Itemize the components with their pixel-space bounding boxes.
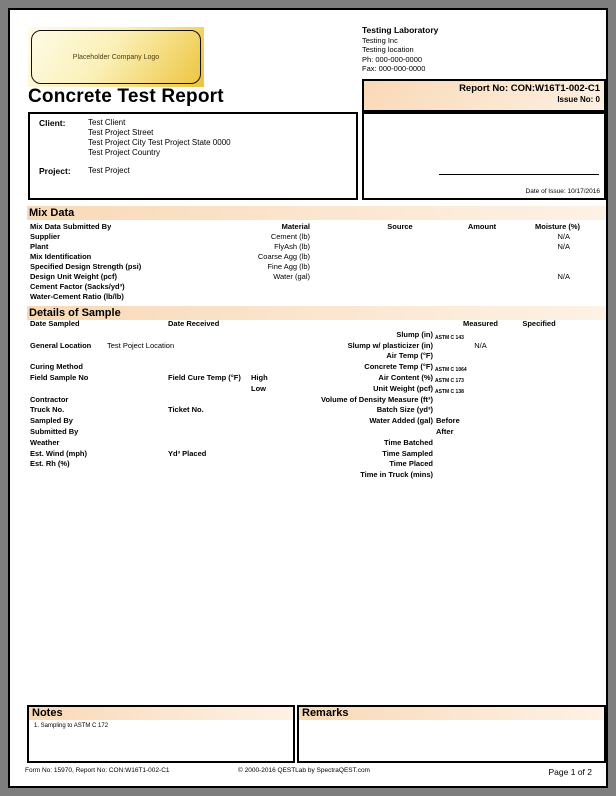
report-number: Report No: CON:W16T1-002-C1 (459, 83, 600, 94)
remarks-box (297, 705, 606, 763)
lab-name: Testing Laboratory (362, 25, 439, 35)
lab-info-block (362, 26, 562, 74)
notes-content: 1. Sampling to ASTM C 172 (34, 723, 109, 729)
detail-right-label: Water Added (gal) (369, 416, 433, 426)
mix-row (10, 222, 606, 232)
client-project-box (28, 112, 358, 200)
project-value: Test Project (88, 166, 130, 175)
detail-mid-label: Yd³ Placed (168, 448, 207, 458)
detail-left-label: Est. Rh (%) (30, 459, 70, 469)
detail-mid-label: Field Cure Temp (°F) (168, 372, 241, 382)
mix-row (10, 262, 606, 272)
mix-row (10, 232, 606, 242)
detail-right-label: Time Batched (383, 437, 433, 447)
detail-row (10, 427, 606, 438)
mix-row (10, 282, 606, 292)
detail-row (10, 438, 606, 449)
mix-left-label: Design Unit Weight (pcf) (30, 272, 117, 281)
detail-right-label: Air Content (%) (378, 372, 433, 382)
detail-left-label: Submitted By (30, 426, 79, 436)
signature-box (362, 112, 606, 200)
lab-phone: Ph: 000-000-0000 (362, 54, 423, 64)
footer-form-info: Form No: 15970, Report No: CON:W16T1-002-C1 (25, 767, 170, 774)
detail-row (10, 416, 606, 427)
mix-left-label: Mix Data Submitted By (30, 222, 112, 231)
moisture-value: N/A (557, 272, 570, 281)
issue-number: Issue No: 0 (557, 95, 600, 104)
detail-left-value: Test Poject Location (107, 340, 175, 350)
detail-left-label: Weather (30, 437, 60, 447)
detail-right-label: Slump (in) (396, 329, 433, 339)
notes-header: Notes (29, 707, 293, 720)
detail-row (10, 395, 606, 406)
company-logo-text: Placeholder Company Logo (72, 53, 160, 61)
material-name: Water (gal) (273, 272, 310, 281)
material-name: Coarse Agg (lb) (257, 252, 310, 261)
detail-right-qualifier: Before (436, 416, 460, 426)
detail-row (10, 459, 606, 470)
page-title: Concrete Test Report (28, 86, 224, 107)
detail-left-label: Date Sampled (30, 319, 80, 328)
column-header-amount: Amount (467, 222, 497, 231)
detail-row (10, 351, 606, 362)
measured-value: N/A (474, 340, 487, 350)
column-header-measured: Measured (462, 319, 498, 328)
detail-left-label: Est. Wind (mph) (30, 448, 88, 458)
lab-company: Testing Inc (362, 35, 398, 45)
lab-fax: Fax: 000-000-0000 (362, 64, 426, 73)
date-of-issue: Date of Issue: 10/17/2016 (525, 188, 600, 195)
detail-right-label: Unit Weight (pcf) (373, 383, 433, 393)
detail-right-label: Time in Truck (mins) (360, 470, 433, 480)
detail-row (10, 470, 606, 481)
footer-copyright: © 2000-2016 QESTLab by SpectraQEST.com (238, 767, 370, 774)
client-address (88, 118, 348, 158)
material-name: FlyAsh (lb) (274, 242, 310, 251)
project-label: Project: (39, 166, 71, 176)
mix-left-label: Specified Design Strength (psi) (30, 262, 142, 271)
detail-right-label: Time Sampled (382, 448, 433, 458)
detail-right-label: Air Temp (°F) (386, 351, 433, 361)
detail-right-label: Batch Size (yd³) (376, 405, 433, 415)
detail-row (10, 384, 606, 395)
detail-row (10, 373, 606, 384)
mix-left-label: Cement Factor (Sacks/yd³) (30, 282, 125, 291)
detail-left-label: General Location (30, 340, 92, 350)
astm-standard-ref: ASTM C 1064 (435, 367, 467, 374)
material-name: Fine Agg (lb) (267, 262, 310, 271)
detail-row (10, 362, 606, 373)
company-logo-border (31, 30, 201, 84)
notes-box (27, 705, 295, 763)
detail-left-label: Truck No. (30, 405, 65, 415)
detail-row (10, 341, 606, 352)
mix-left-label: Plant (30, 242, 49, 251)
company-logo-placeholder (28, 27, 204, 87)
column-header-source: Source (387, 222, 413, 231)
sample-details-grid (10, 319, 606, 481)
mix-row (10, 272, 606, 282)
client-label: Client: (39, 118, 66, 128)
detail-right-qualifier: After (436, 426, 454, 436)
detail-row (10, 405, 606, 416)
detail-left-label: Field Sample No (30, 372, 89, 382)
lab-location: Testing location (362, 45, 414, 54)
moisture-value: N/A (557, 242, 570, 251)
column-header-moisture: Moisture (%) (535, 222, 580, 231)
mix-row (10, 252, 606, 262)
column-header-specified: Specified (522, 319, 556, 328)
remarks-header: Remarks (299, 707, 604, 720)
client-street: Test Project Street (88, 128, 154, 137)
client-country: Test Project Country (88, 148, 161, 157)
detail-qualifier: High (251, 372, 268, 382)
astm-standard-ref: ASTM C 173 (435, 377, 464, 384)
signature-line (439, 174, 599, 175)
detail-right-label: Slump w/ plasticizer (in) (347, 340, 433, 350)
detail-left-label: Contractor (30, 394, 69, 404)
astm-standard-ref: ASTM C 138 (435, 388, 464, 395)
detail-right-label: Volume of Density Measure (ft³) (321, 394, 433, 404)
astm-standard-ref: ASTM C 143 (435, 334, 464, 341)
section-header-mix-data: Mix Data (27, 206, 606, 220)
mix-data-grid (10, 222, 606, 302)
detail-right-label: Concrete Temp (°F) (364, 362, 433, 372)
mix-row (10, 242, 606, 252)
detail-row (10, 449, 606, 460)
mix-row (10, 292, 606, 302)
client-city-state: Test Project City Test Project State 0000 (88, 138, 231, 147)
detail-mid-label: Date Received (168, 319, 220, 328)
mix-left-label: Water-Cement Ratio (lb/lb) (30, 292, 124, 301)
mix-left-label: Mix Identification (30, 252, 92, 261)
report-number-box (362, 79, 606, 112)
footer-page-number: Page 1 of 2 (548, 767, 592, 777)
detail-left-label: Curing Method (30, 362, 83, 372)
detail-row (10, 319, 606, 330)
detail-left-label: Sampled By (30, 416, 73, 426)
detail-row (10, 330, 606, 341)
page-footer (10, 767, 606, 781)
material-name: Cement (lb) (270, 232, 310, 241)
detail-right-label: Time Placed (389, 459, 433, 469)
column-header-material: Material (281, 222, 310, 231)
report-page (8, 8, 608, 788)
section-header-details-of-sample: Details of Sample (27, 306, 606, 320)
mix-left-label: Supplier (30, 232, 61, 241)
client-name: Test Client (88, 118, 126, 127)
detail-mid-label: Ticket No. (168, 405, 204, 415)
moisture-value: N/A (557, 232, 570, 241)
detail-qualifier: Low (251, 383, 266, 393)
